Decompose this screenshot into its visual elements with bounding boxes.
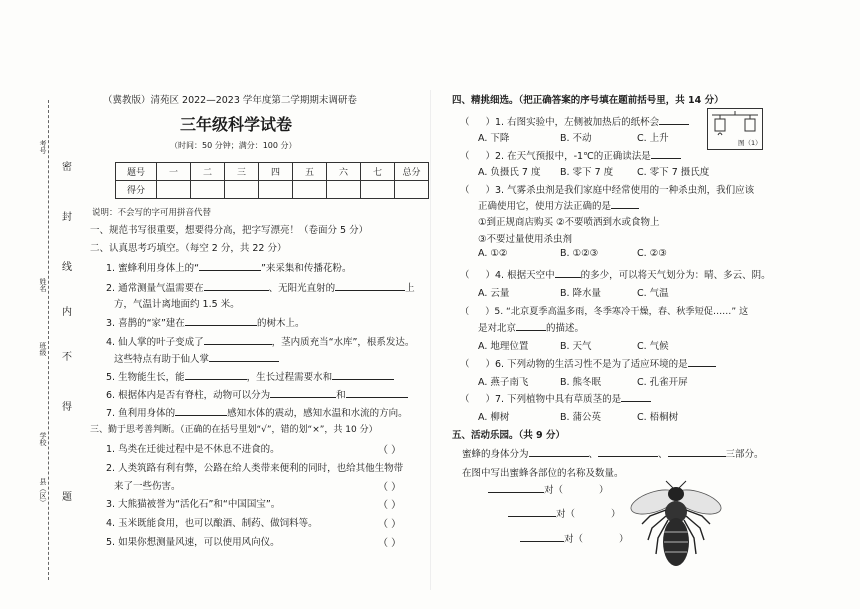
option-b[interactable]: B. ①②③ bbox=[560, 248, 599, 259]
question-3-3: 3. 大熊猫被誉为“活化石”和“中国国宝”。 bbox=[106, 499, 281, 510]
question-3-1: 1. 鸟类在迁徙过程中是不休息不进食的。 bbox=[106, 444, 280, 455]
section-2-heading: 二、认真思考巧填空。（每空 2 分，共 22 分） bbox=[90, 243, 287, 254]
option-c[interactable]: C. ②③ bbox=[637, 248, 667, 259]
question-text: 7. 鱼利用身体的 bbox=[106, 408, 176, 419]
answer-paren-open[interactable]: （ bbox=[460, 185, 470, 196]
label-text: 对（ bbox=[564, 534, 584, 545]
question-text: 正确使用它，使用方法正确的是 bbox=[478, 201, 612, 212]
question-text: ③不要过量使用杀虫剂 bbox=[478, 234, 573, 245]
table-cell: 七 bbox=[361, 163, 395, 181]
label-text: ） bbox=[619, 534, 629, 545]
question-text: ）4. 根据天空中 bbox=[485, 270, 555, 281]
question-text: 3. 喜鹊的“家”建在 bbox=[106, 318, 185, 329]
table-cell: 四 bbox=[259, 163, 293, 181]
answer-blank[interactable] bbox=[185, 379, 247, 380]
question-2-2 bbox=[106, 280, 415, 294]
question-text: ）7. 下列植物中具有草质茎的是 bbox=[485, 394, 622, 405]
label-text: 对（ bbox=[556, 509, 576, 520]
answer-blank[interactable] bbox=[332, 379, 394, 380]
score-value-row bbox=[116, 181, 429, 199]
score-field[interactable] bbox=[225, 181, 259, 199]
option-a[interactable]: A. ①② bbox=[478, 248, 508, 259]
answer-blank[interactable] bbox=[598, 456, 658, 457]
answer-blank[interactable] bbox=[204, 290, 269, 291]
section-1-heading: 一、规范书写很重要，想要得分高，把字写漂亮！（卷面分 5 分） bbox=[90, 225, 369, 236]
question-text: ）6. 下列动物的生活习性不是为了适应环境的是 bbox=[485, 359, 688, 370]
label-text: ） bbox=[611, 509, 621, 520]
option-c[interactable]: C. 气候 bbox=[637, 341, 669, 352]
answer-paren-open[interactable]: （ bbox=[460, 117, 470, 128]
answer-blank[interactable] bbox=[520, 541, 564, 542]
table-cell: 五 bbox=[293, 163, 327, 181]
answer-blank[interactable] bbox=[335, 290, 405, 291]
question-text: 方，气温计离地面约 1.5 米。 bbox=[114, 299, 240, 310]
question-3-5: 5. 如果你想测量风速，可以使用风向仪。 bbox=[106, 537, 280, 548]
question-text: 的树木上。 bbox=[256, 318, 305, 329]
question-4-3-cont bbox=[478, 198, 639, 212]
score-field[interactable] bbox=[293, 181, 327, 199]
bee-illustration bbox=[628, 480, 724, 576]
figure-label: 图（1） bbox=[738, 139, 762, 147]
option-a[interactable]: A. 地理位置 bbox=[478, 341, 529, 352]
exam-subtitle: （时间：50 分钟；满分：100 分） bbox=[170, 141, 297, 150]
question-4-4 bbox=[460, 267, 771, 281]
answer-paren[interactable]: （ ） bbox=[378, 519, 402, 530]
answer-paren[interactable]: （ ） bbox=[378, 482, 402, 493]
answer-paren[interactable]: （ ） bbox=[378, 538, 402, 549]
score-field[interactable] bbox=[157, 181, 191, 199]
question-text: 感知水体的震动，感知水温和水流的方向。 bbox=[227, 408, 408, 419]
seal-char: 得 bbox=[62, 402, 72, 413]
answer-blank[interactable] bbox=[651, 158, 681, 159]
question-text: 这些特点有助于仙人掌 bbox=[114, 354, 210, 365]
question-text: 蜜蜂的身体分为 bbox=[462, 449, 529, 460]
option-b[interactable]: B. 天气 bbox=[560, 341, 592, 352]
answer-blank[interactable] bbox=[668, 456, 726, 457]
table-cell: 得分 bbox=[116, 181, 157, 199]
section-5-heading: 五、活动乐园。（共 9 分） bbox=[452, 430, 565, 441]
experiment-figure bbox=[707, 108, 763, 150]
margin-label-school: 学校 bbox=[39, 432, 47, 446]
question-text: 是对北京 bbox=[478, 323, 517, 334]
question-text: ，茎内质充当“水库”，根系发达。 bbox=[271, 337, 415, 348]
bee-label-row-1 bbox=[488, 482, 609, 496]
option-c[interactable]: C. 零下 7 摄氏度 bbox=[637, 167, 710, 178]
score-field[interactable] bbox=[395, 181, 429, 199]
question-3-2-cont: 来了一些伤害。 bbox=[114, 481, 181, 492]
answer-paren-open[interactable]: （ bbox=[460, 394, 470, 405]
option-b[interactable]: B. 不动 bbox=[560, 133, 592, 144]
question-4-2 bbox=[460, 148, 681, 162]
option-a[interactable]: A. 云量 bbox=[478, 288, 510, 299]
answer-blank[interactable] bbox=[529, 456, 589, 457]
question-5-1 bbox=[462, 446, 764, 460]
question-2-4-cont bbox=[114, 351, 279, 365]
answer-blank[interactable] bbox=[204, 344, 272, 345]
option-c[interactable]: C. 梧桐树 bbox=[637, 412, 679, 423]
exam-title: 三年级科学试卷 bbox=[180, 115, 293, 134]
answer-blank[interactable] bbox=[508, 516, 556, 517]
question-2-5 bbox=[106, 369, 394, 383]
seal-char: 内 bbox=[62, 307, 72, 318]
question-text: 5. 生物能生长，能 bbox=[106, 372, 185, 383]
score-field[interactable] bbox=[191, 181, 225, 199]
option-c[interactable]: C. 气温 bbox=[637, 288, 669, 299]
question-3-2: 2. 人类筑路有利有弊，公路在给人类带来便利的同时，也给其他生物带 bbox=[106, 463, 404, 474]
question-text: 的描述。 bbox=[546, 323, 585, 334]
question-text: 和 bbox=[336, 390, 346, 401]
option-a[interactable]: A. 负摄氏 7 度 bbox=[478, 167, 541, 178]
answer-blank[interactable] bbox=[209, 361, 279, 362]
answer-blank[interactable] bbox=[611, 208, 639, 209]
question-text: 、无阳光直射的 bbox=[268, 283, 336, 294]
margin-label-class: 班级 bbox=[39, 342, 47, 356]
margin-label-county: 县（区） bbox=[39, 478, 47, 506]
question-text: ）5. “北京夏季高温多雨，冬季寒冷干燥，春、秋季短促……” 这 bbox=[485, 306, 749, 317]
question-2-1 bbox=[106, 260, 351, 274]
table-cell: 三 bbox=[225, 163, 259, 181]
question-3-4: 4. 玉米既能食用，也可以酿酒、制药、做饲料等。 bbox=[106, 518, 318, 529]
answer-blank[interactable] bbox=[621, 401, 651, 402]
question-text: 、 bbox=[588, 449, 599, 460]
table-cell: 六 bbox=[327, 163, 361, 181]
question-4-5-cont bbox=[478, 320, 584, 334]
question-2-6 bbox=[106, 387, 408, 401]
question-text: ，生长过程需要水和 bbox=[246, 372, 333, 383]
answer-paren[interactable]: （ ） bbox=[378, 500, 402, 511]
section-4-heading: 四、精挑细选。（把正确答案的序号填在题前括号里，共 14 分） bbox=[452, 95, 724, 106]
question-text: ”来采集和传播花粉。 bbox=[261, 263, 352, 274]
answer-paren-open[interactable]: （ bbox=[460, 151, 470, 162]
answer-blank[interactable] bbox=[175, 415, 227, 416]
score-field[interactable] bbox=[259, 181, 293, 199]
option-b[interactable]: B. 蒲公英 bbox=[560, 412, 602, 423]
section-3-heading: 三、勤于思考善判断。（正确的在括号里划“√”，错的划“×”，共 10 分） bbox=[90, 425, 378, 435]
margin-label-name: 姓名 bbox=[39, 278, 47, 292]
score-field[interactable] bbox=[361, 181, 395, 199]
question-text: 1. 蜜蜂利用身体上的“ bbox=[106, 263, 200, 274]
answer-paren-open[interactable]: （ bbox=[460, 306, 470, 317]
option-a[interactable]: A. 下降 bbox=[478, 133, 510, 144]
question-4-6 bbox=[460, 356, 716, 370]
question-5-instruction: 在图中写出蜜蜂各部位的名称及数量。 bbox=[462, 468, 624, 479]
bee-label-row-2 bbox=[508, 506, 621, 520]
question-text: 的多少，可以将天气划分为：晴、多云、阴。 bbox=[580, 270, 771, 281]
answer-paren-open[interactable]: （ bbox=[460, 270, 470, 281]
score-field[interactable] bbox=[327, 181, 361, 199]
question-text: 6. 根据体内是否有脊柱，动物可以分为 bbox=[106, 390, 271, 401]
seal-char: 封 bbox=[62, 212, 72, 223]
answer-blank[interactable] bbox=[488, 492, 544, 493]
table-cell: 题号 bbox=[116, 163, 157, 181]
question-text: 上 bbox=[405, 283, 415, 294]
option-b[interactable]: B. 降水量 bbox=[560, 288, 602, 299]
page-divider bbox=[430, 90, 431, 590]
question-text: ）2. 在天气预报中，-1℃的正确读法是 bbox=[485, 151, 651, 162]
bee-label-row-3 bbox=[520, 531, 629, 545]
question-text: 4. 仙人掌的叶子变成了 bbox=[106, 337, 204, 348]
label-text: ） bbox=[599, 485, 609, 496]
seal-char: 题 bbox=[62, 492, 72, 503]
question-text: 2. 通常测量气温需要在 bbox=[106, 283, 204, 294]
option-a[interactable]: A. 柳树 bbox=[478, 412, 510, 423]
question-2-7 bbox=[106, 405, 408, 419]
seal-char: 线 bbox=[62, 262, 72, 273]
score-table bbox=[115, 162, 429, 199]
answer-blank[interactable] bbox=[555, 277, 581, 278]
question-2-4 bbox=[106, 334, 414, 348]
option-c[interactable]: C. 孔雀开屏 bbox=[637, 377, 688, 388]
question-4-3 bbox=[460, 182, 754, 196]
exam-header: （冀教版）清苑区 2022—2023 学年度第二学期期末调研卷 bbox=[103, 95, 357, 106]
answer-paren-open[interactable]: （ bbox=[460, 359, 470, 370]
option-b[interactable]: B. 熊冬眠 bbox=[560, 377, 602, 388]
question-4-7 bbox=[460, 391, 651, 405]
answer-blank[interactable] bbox=[516, 330, 546, 331]
seal-char: 不 bbox=[62, 352, 72, 363]
question-text: 三部分。 bbox=[725, 449, 764, 460]
margin-label-id: 考号 bbox=[39, 140, 47, 154]
option-a[interactable]: A. 燕子南飞 bbox=[478, 377, 529, 388]
table-cell: 二 bbox=[191, 163, 225, 181]
answer-paren[interactable]: （ ） bbox=[378, 445, 402, 456]
question-text: ）3. 气雾杀虫剂是我们家庭中经常使用的一种杀虫剂，我们应该 bbox=[485, 185, 755, 196]
option-b[interactable]: B. 零下 7 度 bbox=[560, 167, 614, 178]
seal-char: 密 bbox=[62, 162, 72, 173]
question-text: ①到正规商店购买 ②不要喷洒到水或食物上 bbox=[478, 217, 660, 228]
answer-blank[interactable] bbox=[688, 366, 716, 367]
question-2-3 bbox=[106, 315, 304, 329]
question-4-5 bbox=[460, 303, 748, 317]
question-4-1 bbox=[460, 114, 689, 128]
table-cell: 总分 bbox=[395, 163, 429, 181]
table-cell: 一 bbox=[157, 163, 191, 181]
question-text: ）1. 右图实验中，左侧被加热后的纸杯会 bbox=[485, 117, 660, 128]
option-c[interactable]: C. 上升 bbox=[637, 133, 669, 144]
answer-blank[interactable] bbox=[270, 397, 336, 398]
answer-blank[interactable] bbox=[199, 270, 261, 271]
binding-line bbox=[48, 100, 50, 580]
label-text: 对（ bbox=[544, 485, 564, 496]
note: 说明：不会写的字可用拼音代替 bbox=[92, 208, 212, 218]
answer-blank[interactable] bbox=[185, 325, 257, 326]
answer-blank[interactable] bbox=[659, 124, 689, 125]
question-text: 、 bbox=[658, 449, 668, 460]
answer-blank[interactable] bbox=[346, 397, 408, 398]
score-header-row bbox=[116, 163, 429, 181]
